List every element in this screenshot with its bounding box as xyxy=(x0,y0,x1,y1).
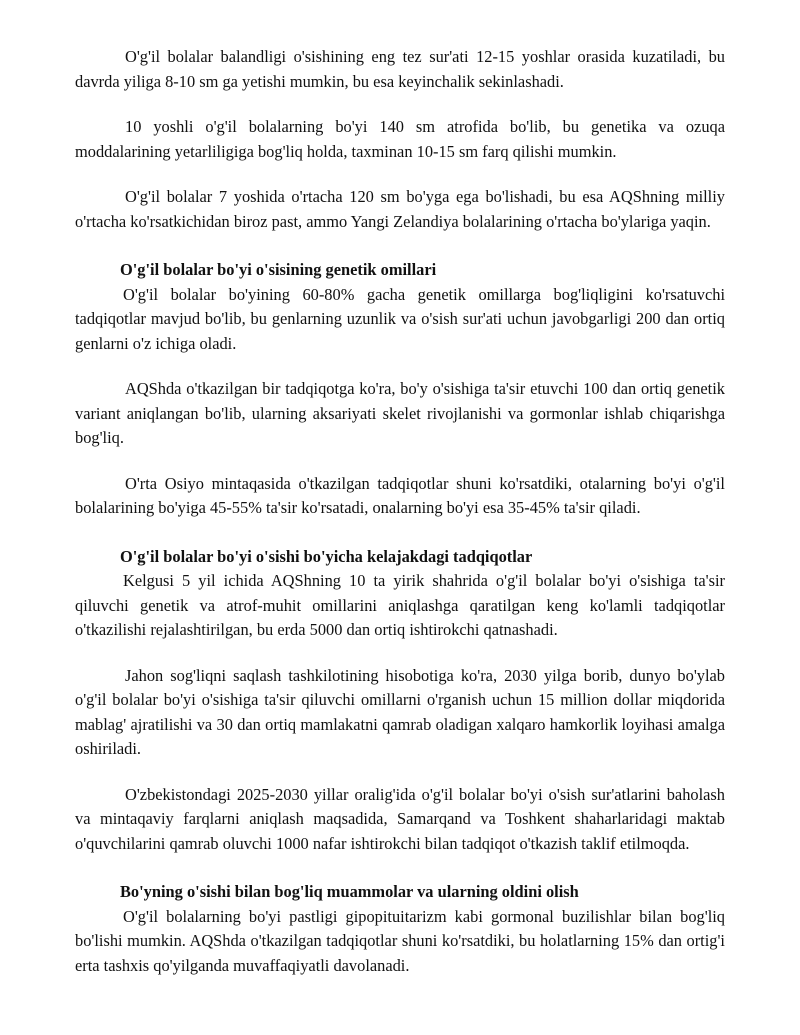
paragraph-height-7-years: O'g'il bolalar 7 yoshida o'rtacha 120 sm bo'yga ega bo'lishadi, bu esa AQShning milliy o'rtacha ko'rsatkichidan biroz past, ammo Yangi Zelandiya bolalarining o'rtacha bo'ylariga yaqin. xyxy=(75,187,725,231)
heading-genetic-factors: O'g'il bolalar bo'yi o'sisining genetik omillari xyxy=(120,260,437,279)
paragraph-growth-rate: O'g'il bolalar balandligi o'sishining eng tez sur'ati 12-15 yoshlar orasida kuzatiladi, bu davrda yiliga 8-10 sm ga yetishi mumkin, bu esa keyinchalik sekinlashadi. xyxy=(75,47,725,91)
paragraph-who-report: Jahon sog'liqni saqlash tashkilotining hisobotiga ko'ra, 2030 yilga borib, dunyo bo'ylab o'g'il bolalar bo'yi o'sishiga ta'sir qiluvchi omillarni o'rganish uchun 15 million dollar miqdorida mablag' ajratilishi va 30 dan ortiq mamlakatni qamrab oladigan xalqaro hamkorlik loyihasi amalga oshiriladi. xyxy=(75,665,725,758)
paragraph-genetic-variants: AQShda o'tkazilgan bir tadqiqotga ko'ra, bo'y o'sishiga ta'sir etuvchi 100 dan ortiq genetik variant aniqlangan bo'lib, ularning aksariyati skelet rivojlanishi va gormonlar ishlab chiqarishga bog'liq. xyxy=(75,379,725,447)
heading-future-research: O'g'il bolalar bo'yi o'sishi bo'yicha kelajakdagi tadqiqotlar xyxy=(120,546,533,566)
paragraph-uzbekistan-study: O'zbekistondagi 2025-2030 yillar oralig'ida o'g'il bolalar bo'yi o'sish sur'atlarini baholash va mintaqaviy farqlarni aniqlash maqsadida, Samarqand va Toshkent shaharlaridagi maktab o'quvchilarini qamrab oluvchi 1000 nafar ishtirokchi bilan tadqiqot o'tkazish taklif etilmoqda. xyxy=(75,784,725,853)
heading-growth-problems: Bo'yning o'sishi bilan bog'liq muammolar va ularning oldini olish xyxy=(120,882,579,901)
paragraph-usa-future-study: Kelgusi 5 yil ichida AQShning 10 ta yirik shahrida o'g'il bolalar bo'yi o'sishiga ta'sir qiluvchi genetik va atrof-muhit omillarini aniqlashga qaratilgan keng ko'lamli tadqiqotlar o'tkazilishi rejalashtirilgan, bu erda 5000 dan ortiq ishtirokchi qatnashadi. xyxy=(75,571,725,639)
paragraph-central-asia-study: O'rta Osiyo mintaqasida o'tkazilgan tadqiqotlar shuni ko'rsatdiki, otalarning bo'yi o'g'il bolalarining bo'yiga 45-55% ta'sir ko'rsatadi, onalarning bo'yi esa 35-45% ta'sir qiladi. xyxy=(75,473,725,517)
paragraph-hormonal-disorders: O'g'il bolalarning bo'yi pastligi gipopituitarizm kabi gormonal buzilishlar bilan bog'liq bo'lishi mumkin. AQShda o'tkazilgan tadqiqotlar shuni ko'rsatdiki, bu holatlarning 15% dan ortig'i erta tashxis qo'yilganda muvaffaqiyatli davolanadi. xyxy=(75,906,725,975)
paragraph-height-10-years: 10 yoshli o'g'il bolalarning bo'yi 140 sm atrofida bo'lib, bu genetika va ozuqa moddalarining yetarliligiga bog'liq holda, taxminan 10-15 sm farq qilishi mumkin. xyxy=(75,117,725,161)
document-page xyxy=(75,45,725,978)
paragraph-genetic-percentage: O'g'il bolalar bo'yining 60-80% gacha genetik omillarga bog'liqligini ko'rsatuvchi tadqiqotlar mavjud bo'lib, bu genlarning uzunlik va o'sish sur'ati uchun javobgarligi 200 dan ortiq genlarni o'z ichiga oladi. xyxy=(75,284,725,353)
